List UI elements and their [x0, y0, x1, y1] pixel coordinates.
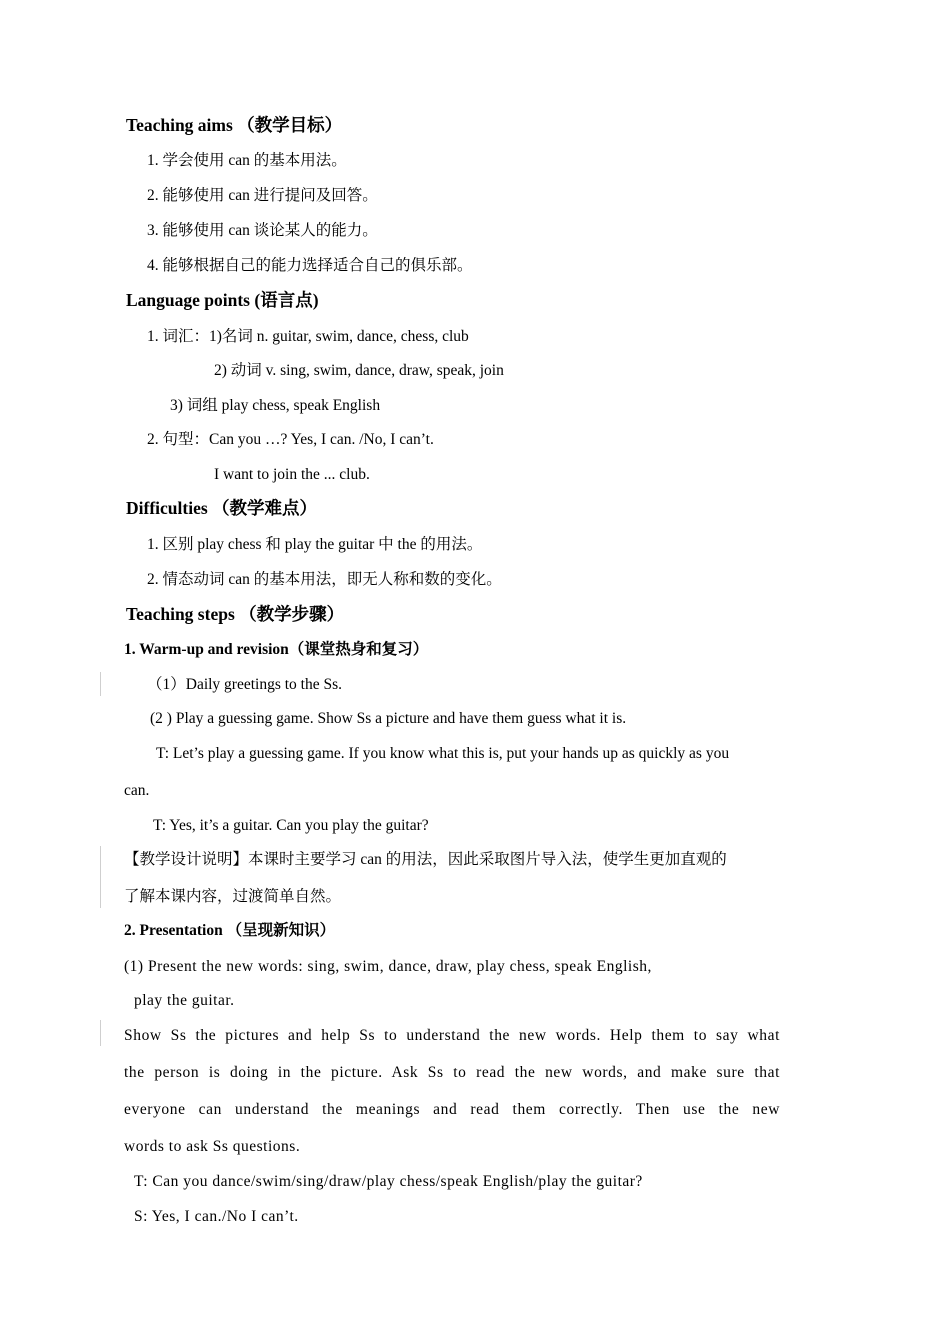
presentation-dialogue-student: S: Yes, I can./No I can’t.	[134, 1208, 299, 1225]
presentation-words-line-2: play the guitar.	[134, 992, 235, 1009]
presentation-paragraph-line-3: everyone can understand the meanings and read them correctly. Then use the new	[124, 1101, 780, 1118]
presentation-words-line-1: (1) Present the new words: sing, swim, dance, draw, play chess, speak English,	[124, 958, 652, 975]
section-title-teaching-aims: Teaching aims （教学目标）	[126, 115, 343, 135]
section-title-difficulties: Difficulties （教学难点）	[126, 498, 318, 518]
section-title-teaching-steps: Teaching steps （教学步骤）	[126, 604, 345, 624]
warmup-dialogue-line-1b: can.	[124, 782, 150, 799]
presentation-dialogue-teacher: T: Can you dance/swim/sing/draw/play chess/speak English/play the guitar?	[134, 1173, 643, 1190]
margin-change-bar	[100, 672, 101, 696]
presentation-paragraph-line-4: words to ask Ss questions.	[124, 1138, 301, 1155]
section-title-language-points: Language points (语言点)	[126, 290, 319, 310]
presentation-paragraph-line-2: the person is doing in the picture. Ask Ss to read the new words, and make sure that	[124, 1064, 780, 1081]
design-note-line-2: 了解本课内容，过渡简单自然。	[124, 888, 342, 905]
aim-item-3: 3. 能够使用 can 谈论某人的能力。	[147, 222, 378, 239]
warmup-dialogue-line-1a: T: Let’s play a guessing game. If you know what this is, put your hands up as quickly as you	[156, 745, 730, 762]
warmup-item-1: （1）Daily greetings to the Ss.	[147, 676, 343, 693]
difficulty-item-1: 1. 区别 play chess 和 play the guitar 中 the 的用法。	[147, 536, 483, 553]
subsection-title-presentation: 2. Presentation （呈现新知识）	[124, 922, 336, 939]
aim-item-2: 2. 能够使用 can 进行提问及回答。	[147, 187, 378, 204]
margin-change-bar	[100, 1020, 101, 1046]
aim-item-1: 1. 学会使用 can 的基本用法。	[147, 152, 347, 169]
subsection-title-warm-up: 1. Warm-up and revision（课堂热身和复习）	[124, 641, 429, 658]
aim-item-4: 4. 能够根据自己的能力选择适合自己的俱乐部。	[147, 257, 473, 274]
sentence-pattern-2: I want to join the ... club.	[214, 466, 370, 483]
vocab-verbs: 2) 动词 v. sing, swim, dance, draw, speak, join	[214, 362, 504, 379]
design-note-line-1: 【教学设计说明】本课时主要学习 can 的用法，因此采取图片导入法，使学生更加直观的	[124, 851, 727, 868]
warmup-item-2: (2 ) Play a guessing game. Show Ss a picture and have them guess what it is.	[150, 710, 627, 727]
difficulty-item-2: 2. 情态动词 can 的基本用法，即无人称和数的变化。	[147, 571, 502, 588]
vocab-phrases: 3) 词组 play chess, speak English	[170, 397, 381, 414]
warmup-dialogue-line-2: T: Yes, it’s a guitar. Can you play the guitar?	[153, 817, 429, 834]
vocab-nouns: 1. 词汇：1)名词 n. guitar, swim, dance, chess, club	[147, 328, 469, 345]
sentence-pattern-1: 2. 句型：Can you …? Yes, I can. /No, I can’t.	[147, 431, 434, 448]
presentation-paragraph-line-1: Show Ss the pictures and help Ss to understand the new words. Help them to say what	[124, 1027, 780, 1044]
margin-change-bar	[100, 846, 101, 908]
